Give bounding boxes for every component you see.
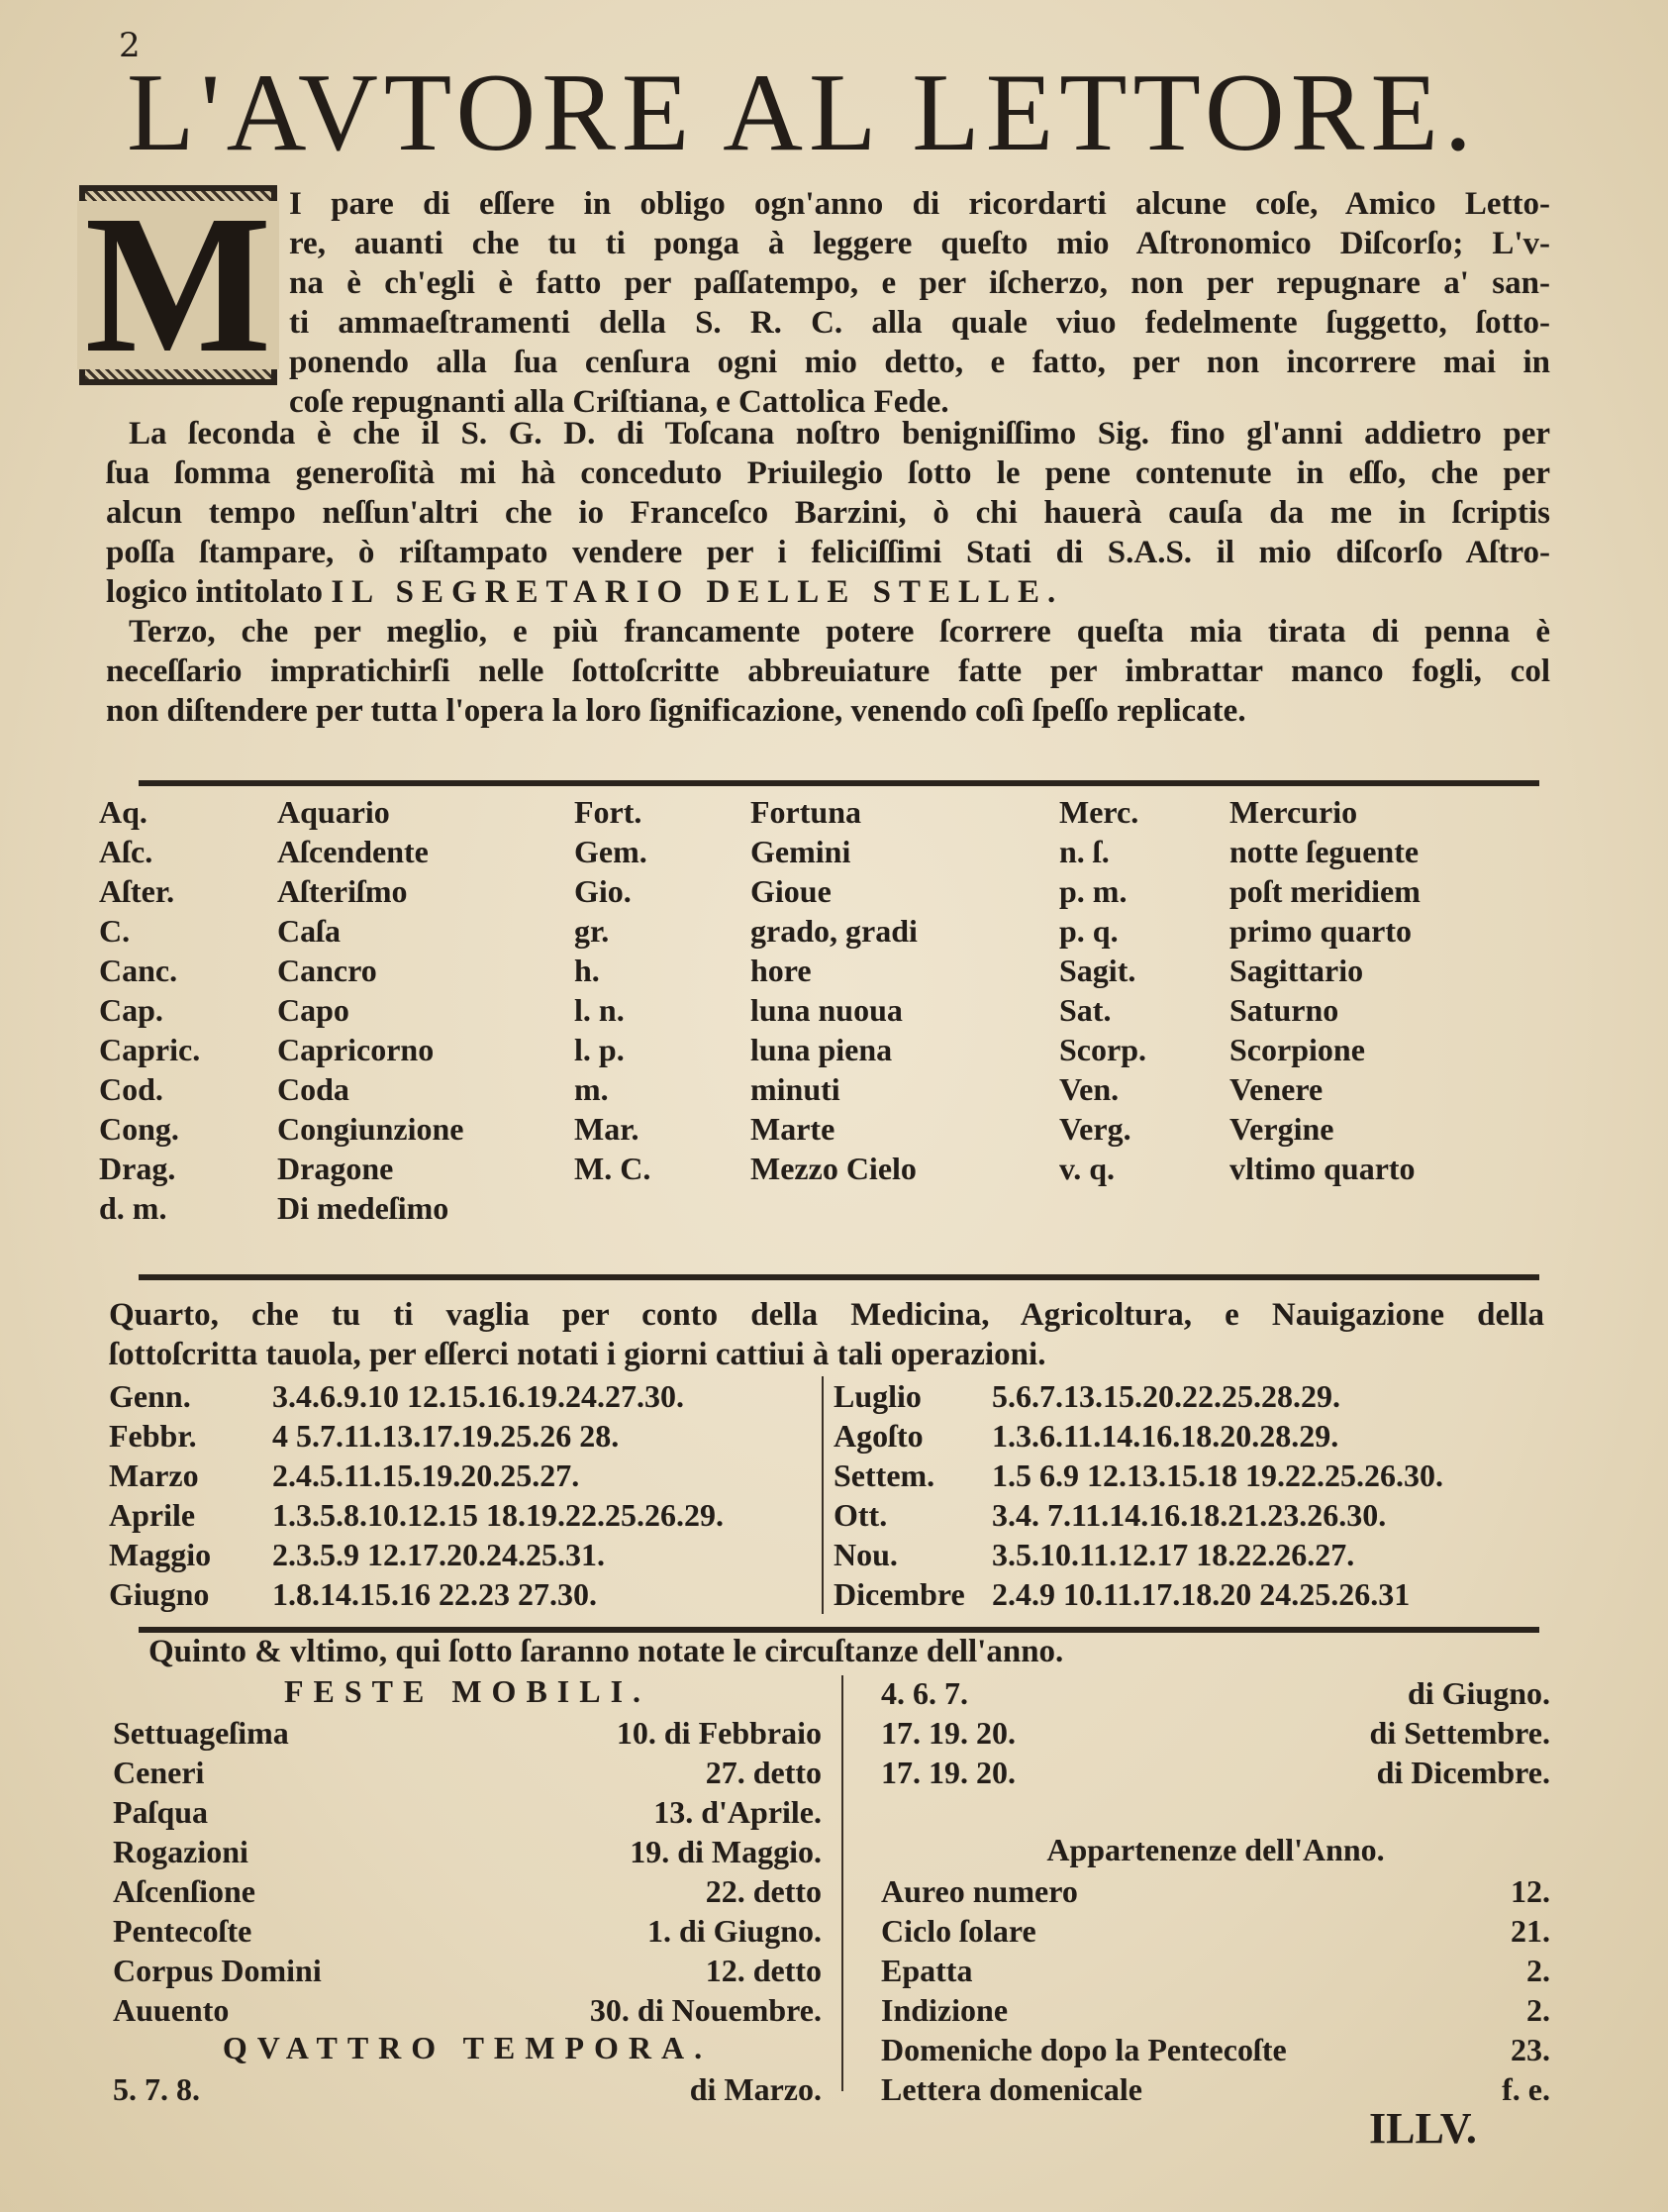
abbreviation-meaning: Marte: [750, 1110, 835, 1147]
feast-name: Auuento: [113, 1991, 230, 2028]
abbreviation-row: [99, 832, 1554, 871]
abbreviation-code: n. ſ.: [1059, 833, 1110, 869]
month-days: 2.3.5.9 12.17.20.24.25.31.: [272, 1536, 605, 1572]
feast-name: Settuageſima: [113, 1714, 289, 1751]
tempora-label: 17. 19. 20.: [881, 1714, 1016, 1751]
text-line: ti ammaeſtramenti della S. R. C. alla quale viuo fedelmente ſuggetto, ſotto-: [289, 305, 1550, 341]
abbreviation-code: h.: [574, 952, 600, 988]
abbreviation-meaning: poſt meridiem: [1229, 872, 1421, 909]
month-days: 5.6.7.13.15.20.22.25.28.29.: [992, 1377, 1340, 1414]
text-line: I pare di eſſere in obligo ogn'anno di ricordarti alcune coſe, Amico Letto-: [289, 186, 1550, 222]
abbreviation-row: [99, 792, 1554, 832]
feast-date: 27. detto: [705, 1754, 822, 1790]
month-name: Dicembre: [834, 1575, 965, 1612]
column-divider: [822, 1376, 824, 1614]
abbreviation-code: Gem.: [574, 833, 647, 869]
tempora-label: 17. 19. 20.: [881, 1754, 1016, 1790]
drop-cap-ornament: [79, 175, 277, 394]
abbreviation-code: Merc.: [1059, 793, 1139, 830]
abbreviation-code: Verg.: [1059, 1110, 1131, 1147]
text-line: ſottoſcritta tauola, per eſſerci notati i giorni cattiui à tali operazioni.: [109, 1337, 1046, 1372]
paragraph-3: [106, 612, 1550, 731]
month-row: [109, 1456, 724, 1495]
feast-date: 19. di Maggio.: [630, 1833, 822, 1869]
month-row: [834, 1416, 1443, 1456]
abbreviation-code: Mar.: [574, 1110, 639, 1147]
abbreviation-meaning: Capricorno: [277, 1031, 435, 1067]
abbreviation-meaning: Dragone: [277, 1150, 394, 1186]
appartenenze-row: [881, 2030, 1550, 2069]
abbreviation-meaning: Gioue: [750, 872, 832, 909]
abbreviation-row: [99, 1069, 1554, 1109]
abbreviation-meaning: luna piena: [750, 1031, 893, 1067]
abbreviation-meaning: Aſcendente: [277, 833, 429, 869]
feast-date: 12. detto: [705, 1952, 822, 1988]
abbreviation-code: Capric.: [99, 1031, 201, 1067]
abbreviation-code: Aſc.: [99, 833, 153, 869]
abbreviation-code: Drag.: [99, 1150, 176, 1186]
appartenenze-label: Epatta: [881, 1952, 973, 1988]
month-row: [834, 1574, 1443, 1614]
abbreviation-meaning: Aquario: [277, 793, 390, 830]
paragraph-2: [106, 414, 1550, 612]
feast-row: [113, 1951, 822, 1990]
abbreviation-meaning: Cancro: [277, 952, 377, 988]
feast-row: [113, 1871, 822, 1911]
abbreviation-code: Sagit.: [1059, 952, 1136, 988]
abbreviation-meaning: Aſteriſmo: [277, 872, 408, 909]
signature-mark: ILLV.: [1369, 2104, 1477, 2153]
month-name: Luglio: [834, 1377, 922, 1414]
tempora-label: 4. 6. 7.: [881, 1674, 968, 1711]
month-row: [109, 1416, 724, 1456]
month-row: [834, 1376, 1443, 1416]
abbreviation-row: [99, 1109, 1554, 1149]
divider-rule: [139, 1627, 1539, 1633]
text-line-part: logico intitolato: [106, 574, 324, 610]
abbreviation-meaning: Scorpione: [1229, 1031, 1365, 1067]
feste-mobili-column: [113, 1673, 822, 2109]
abbreviation-code: m.: [574, 1070, 609, 1107]
tempora-row: [881, 1713, 1550, 1753]
appartenenze-value: f. e.: [1502, 2070, 1550, 2107]
abbreviation-row: [99, 871, 1554, 911]
abbreviation-meaning: Capo: [277, 991, 349, 1028]
abbreviations-table: [99, 792, 1554, 1228]
abbreviation-meaning: hore: [750, 952, 812, 988]
book-title: IL SEGRETARIO DELLE STELLE.: [331, 574, 1064, 610]
abbreviation-row: [99, 951, 1554, 990]
appartenenze-row: [881, 1951, 1550, 1990]
month-days: 1.3.6.11.14.16.18.20.28.29.: [992, 1417, 1339, 1454]
tempora-row: [881, 1753, 1550, 1792]
month-name: Nou.: [834, 1536, 898, 1572]
text-line: Quarto, che tu ti vaglia per conto della Medicina, Agricoltura, e Nauigazione della: [109, 1297, 1544, 1333]
month-name: Genn.: [109, 1377, 191, 1414]
feast-name: Rogazioni: [113, 1833, 248, 1869]
abbreviation-meaning: vltimo quarto: [1229, 1150, 1416, 1186]
tempora-value: di Dicembre.: [1376, 1754, 1550, 1790]
month-days: 3.5.10.11.12.17 18.22.26.27.: [992, 1536, 1355, 1572]
divider-rule: [139, 1274, 1539, 1280]
feast-date: 10. di Febbraio: [616, 1714, 822, 1751]
abbreviation-meaning: Congiunzione: [277, 1110, 464, 1147]
abbreviation-code: Cap.: [99, 991, 163, 1028]
abbreviation-code: d. m.: [99, 1189, 167, 1226]
abbreviation-meaning: minuti: [750, 1070, 840, 1107]
abbreviation-code: Aq.: [99, 793, 147, 830]
text-line: re, auanti che tu ti ponga à leggere queſto mio Aſtronomico Diſcorſo; L'v-: [289, 226, 1550, 261]
tempora-row: [113, 2069, 822, 2109]
month-name: Settem.: [834, 1457, 935, 1493]
month-row: [109, 1535, 724, 1574]
text-line: ſua ſomma generoſità mi hà conceduto Priuilegio ſotto le pene contenute in eſſo, che per: [106, 455, 1550, 491]
abbreviation-row: [99, 1149, 1554, 1188]
feast-row: [113, 1792, 822, 1832]
abbreviation-meaning: Gemini: [750, 833, 851, 869]
appartenenze-label: Domeniche dopo la Pentecoſte: [881, 2031, 1287, 2067]
month-days: 1.8.14.15.16 22.23 27.30.: [272, 1575, 597, 1612]
abbreviation-code: p. q.: [1059, 912, 1119, 949]
abbreviation-code: Sat.: [1059, 991, 1112, 1028]
month-name: Maggio: [109, 1536, 212, 1572]
text-line: non diſtendere per tutta l'opera la loro ſignificazione, venendo coſì ſpeſſo replicate.: [106, 693, 1246, 729]
abbreviation-row: [99, 990, 1554, 1030]
months-left-column: [109, 1376, 724, 1614]
appartenenze-label: Lettera domenicale: [881, 2070, 1142, 2107]
abbreviation-code: Scorp.: [1059, 1031, 1146, 1067]
feast-date: 30. di Nouembre.: [589, 1991, 822, 2028]
month-name: Febbr.: [109, 1417, 197, 1454]
month-name: Marzo: [109, 1457, 199, 1493]
feast-row: [113, 1990, 822, 2030]
abbreviation-code: Cong.: [99, 1110, 179, 1147]
feast-date: 1. di Giugno.: [646, 1912, 822, 1949]
abbreviation-code: Cod.: [99, 1070, 163, 1107]
month-row: [109, 1376, 724, 1416]
appartenenze-value: 2.: [1526, 1991, 1550, 2028]
page-number: 2: [119, 26, 141, 65]
appartenenze-label: Ciclo ſolare: [881, 1912, 1036, 1949]
appartenenze-heading: Appartenenze dell'Anno.: [1046, 1832, 1385, 1867]
abbreviation-meaning: luna nuoua: [750, 991, 903, 1028]
abbreviation-code: Gio.: [574, 872, 632, 909]
month-name: Agoſto: [834, 1417, 924, 1454]
month-row: [834, 1456, 1443, 1495]
tempora-row: [881, 1673, 1550, 1713]
page-title: L'AVTORE AL LETTORE.: [127, 51, 1478, 174]
abbreviation-code: Aſter.: [99, 872, 175, 909]
feast-row: [113, 1911, 822, 1951]
month-days: 3.4. 7.11.14.16.18.21.23.26.30.: [992, 1496, 1387, 1533]
abbreviation-meaning: Coda: [277, 1070, 349, 1107]
abbreviation-code: p. m.: [1059, 872, 1128, 909]
abbreviation-meaning: Caſa: [277, 912, 341, 949]
month-days: 1.5 6.9 12.13.15.18 19.22.25.26.30.: [992, 1457, 1443, 1493]
abbreviation-code: Ven.: [1059, 1070, 1120, 1107]
column-divider: [841, 1675, 843, 2091]
appartenenze-value: 2.: [1526, 1952, 1550, 1988]
abbreviation-meaning: Mercurio: [1229, 793, 1358, 830]
text-line: La ſeconda è che il S. G. D. di Toſcana noſtro benigniſſimo Sig. fino gl'anni addietro per: [129, 416, 1550, 452]
appartenenze-row: [881, 1911, 1550, 1951]
feast-name: Pentecoſte: [113, 1912, 252, 1949]
appartenenze-value: 12.: [1511, 1872, 1550, 1909]
appartenenze-row: [881, 1990, 1550, 2030]
abbreviation-code: v. q.: [1059, 1150, 1116, 1186]
feast-name: Corpus Domini: [113, 1952, 322, 1988]
feast-row: [113, 1713, 822, 1753]
month-days: 2.4.5.11.15.19.20.25.27.: [272, 1457, 580, 1493]
text-line: alcun tempo neſſun'altri che io Franceſco Barzini, ò chi hauerà cauſa da me in ſcriptis: [106, 495, 1550, 531]
abbreviation-meaning: grado, gradi: [750, 912, 918, 949]
text-line: [106, 572, 1550, 612]
tempora-value: di Settembre.: [1369, 1714, 1550, 1751]
month-days: 4 5.7.11.13.17.19.25.26 28.: [272, 1417, 620, 1454]
month-name: Aprile: [109, 1496, 196, 1533]
tempora-heading: QVATTRO TEMPORA.: [222, 2030, 713, 2065]
feast-date: 22. detto: [705, 1872, 822, 1909]
month-name: Giugno: [109, 1575, 210, 1612]
month-row: [109, 1574, 724, 1614]
feast-date: 13. d'Aprile.: [653, 1793, 822, 1830]
month-days: 3.4.6.9.10 12.15.16.19.24.27.30.: [272, 1377, 684, 1414]
tempora-value: di Marzo.: [689, 2070, 822, 2107]
abbreviation-meaning: primo quarto: [1229, 912, 1412, 949]
paragraph-quinto: Quinto & vltimo, qui ſotto ſaranno notate le circuſtanze dell'anno.: [148, 1634, 1064, 1669]
appartenenze-row: [881, 1871, 1550, 1911]
feste-heading: FESTE MOBILI.: [283, 1673, 651, 1709]
feast-row: [113, 1832, 822, 1871]
appartenenze-value: 23.: [1511, 2031, 1550, 2067]
appartenenze-value: 21.: [1511, 1912, 1550, 1949]
month-row: [109, 1495, 724, 1535]
month-row: [834, 1495, 1443, 1535]
month-days: 2.4.9 10.11.17.18.20 24.25.26.31: [992, 1575, 1411, 1612]
abbreviation-code: l. p.: [574, 1031, 625, 1067]
abbreviation-code: Canc.: [99, 952, 178, 988]
tempora-value: di Giugno.: [1407, 1674, 1550, 1711]
text-line: coſe repugnanti alla Criſtiana, e Cattolica Fede.: [289, 384, 949, 420]
text-line: ponendo alla ſua cenſura ogni mio detto, e fatto, per non incorrere mai in: [289, 345, 1550, 380]
text-line: na è ch'egli è fatto per paſſatempo, e per iſcherzo, non per repugnare a' san-: [289, 265, 1550, 301]
abbreviation-row: [99, 1188, 1554, 1228]
abbreviation-meaning: Fortuna: [750, 793, 861, 830]
feast-name: Paſqua: [113, 1793, 209, 1830]
appartenenze-label: Aureo numero: [881, 1872, 1078, 1909]
abbreviation-meaning: Mezzo Cielo: [750, 1150, 917, 1186]
abbreviation-code: Fort.: [574, 793, 642, 830]
abbreviation-meaning: Saturno: [1229, 991, 1339, 1028]
months-right-column: [834, 1376, 1443, 1614]
feast-name: Ceneri: [113, 1754, 205, 1790]
abbreviation-meaning: Di medeſimo: [277, 1189, 449, 1226]
abbreviation-row: [99, 911, 1554, 951]
spacer: [881, 1792, 1550, 1832]
tempora-appartenenze-column: [881, 1673, 1550, 2109]
text-line: Terzo, che per meglio, e più francamente potere ſcorrere queſta mia tirata di penna è: [129, 614, 1550, 650]
abbreviation-meaning: Vergine: [1229, 1110, 1334, 1147]
month-days: 1.3.5.8.10.12.15 18.19.22.25.26.29.: [272, 1496, 724, 1533]
appartenenze-label: Indizione: [881, 1991, 1009, 2028]
paragraph-quarto: [109, 1295, 1544, 1374]
tempora-label: 5. 7. 8.: [113, 2070, 200, 2107]
drop-cap-letter: M: [77, 201, 280, 369]
month-name: Ott.: [834, 1496, 888, 1533]
abbreviation-code: l. n.: [574, 991, 625, 1028]
month-row: [834, 1535, 1443, 1574]
feast-name: Aſcenſione: [113, 1872, 255, 1909]
paragraph-1: [289, 184, 1550, 422]
text-line: poſſa ſtampare, ò riſtampato vendere per i feliciſſimi Stati di S.A.S. il mio diſcorſo Aſtro-: [106, 535, 1550, 570]
abbreviation-meaning: Venere: [1229, 1070, 1324, 1107]
abbreviation-meaning: Sagittario: [1229, 952, 1364, 988]
divider-rule: [139, 780, 1539, 786]
text-line: neceſſario impratichirſi nelle ſottoſcritte abbreuiature fatte per imbrattar manco fogli, col: [106, 654, 1550, 689]
feast-row: [113, 1753, 822, 1792]
abbreviation-code: C.: [99, 912, 131, 949]
abbreviation-code: gr.: [574, 912, 610, 949]
abbreviation-row: [99, 1030, 1554, 1069]
abbreviation-code: M. C.: [574, 1150, 651, 1186]
abbreviation-meaning: notte ſeguente: [1229, 833, 1420, 869]
